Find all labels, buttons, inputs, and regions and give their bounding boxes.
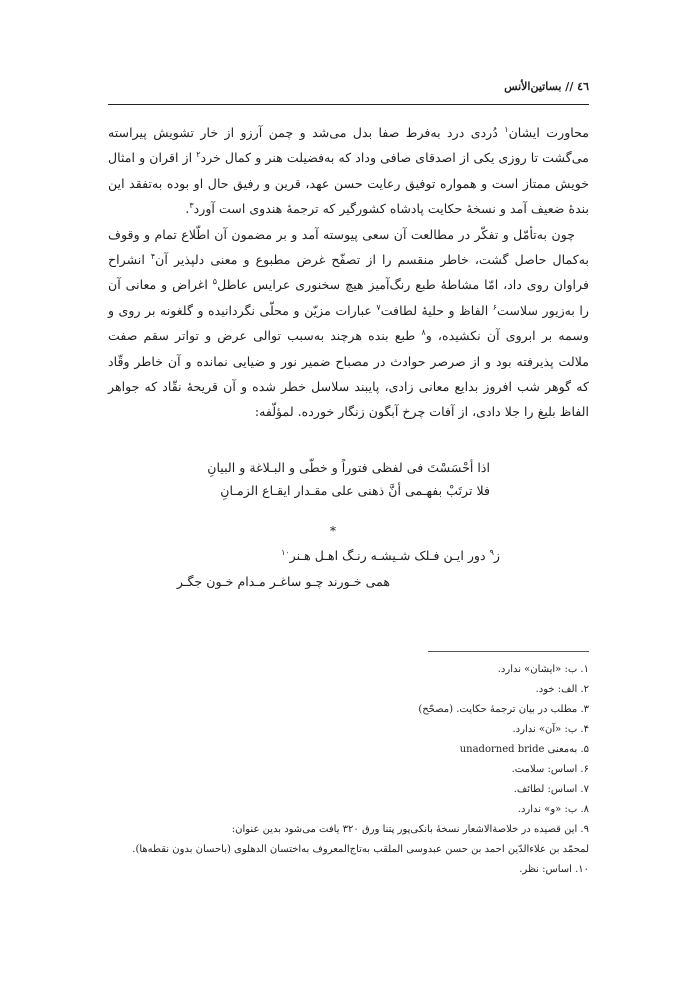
text-run: دُردی درد به‌فرط صفا بدل می‌شد و چمن آرزو از خار تشویش پیراسته می‌گشت تا روزی یکی از اصدقای صافی وداد که به‌فضیلت هنر و کمال خرد (108, 125, 589, 166)
main-text (108, 120, 589, 425)
verse-separator: * (330, 524, 336, 538)
verse-line: اذا أحْسَسْتَ فی لفظی فتوراً و خطّی و البـلاغة و البیانِ (207, 460, 490, 475)
paragraph-1 (108, 120, 589, 222)
footnote-item: ۴. ب: «آن» ندارد. (512, 724, 589, 735)
footnote-ref[interactable]: ۸ (421, 328, 426, 338)
text-run: عبارات مزیّن و محلّی نگردانیده و گلغونه بر روی و وسمه بر ابروی آن نکشیده، و (108, 302, 589, 344)
footnote-ref[interactable]: ۲ (196, 150, 201, 160)
footnote-item: ۹. این قصیده در خلاصة‌الاشعار نسخهٔ بانکی‌پور پتنا ورق ۳۲۰ یافت می‌شود بدین عنوان: (231, 824, 589, 835)
footnote-item: لمحمّد بن علاءالدّین احمد بن حسن عبدوسی الملقب به‌تاج‌المعروف به‌اختسان الدهلوی (باحسان بدون نقطه‌ها). (132, 844, 589, 855)
footnote-ref[interactable]: ۱۰ (281, 547, 290, 557)
footnote-item: ۳. مطلب در بیان ترجمهٔ حکایت. (مصحّح) (418, 704, 589, 715)
verse-line: فلا ترتَبْ بفهـمی أنَّ ذهنی علی مقـدار ایقـاع الزمـانِ (220, 483, 490, 498)
footnote-item: ۱. ب: «ایشان» ندارد. (497, 664, 589, 675)
footnote-ref[interactable]: ۵ (212, 277, 218, 287)
footnote-ref[interactable]: ۹ (489, 547, 494, 557)
footnote-ref[interactable]: ۶ (492, 302, 498, 312)
footnote-item: ۶. اساس: سلامت. (511, 764, 589, 775)
running-header: ٤٦ // بساتين‌الأنس (504, 80, 589, 93)
verse-line: همی خـورند چـو ساغـر مـدام خـون جگـر (176, 574, 390, 589)
text-run: از اقران و امثال خویش ممتاز است و همواره توفیق رعایت حسن عهد، قرین و رفیق حال او بوده به‌تفقد این بندهٔ ضعیف آمد و نسخهٔ حکایت پادشاه کشورگیر که ترجمهٔ هندوی است آورد (108, 150, 589, 217)
footnote-ref[interactable]: ۷ (376, 302, 381, 312)
footnotes-list (100, 660, 589, 880)
footnote-ref[interactable]: ۴ (150, 251, 156, 261)
verse-line (100, 543, 500, 569)
footnote-ref[interactable]: ۱ (504, 124, 509, 134)
arabic-verse (160, 456, 490, 502)
footnote-item: ۲. الف: خود. (535, 684, 589, 695)
text-run: الفاظ و حلیهٔ لطافت (380, 302, 493, 318)
text-run: اغراض و معانی آن را به‌زیور سلاست (108, 277, 589, 318)
footnote-rule (428, 651, 589, 652)
footnote-item: ۱۰. اساس: نظر. (519, 864, 589, 875)
footnote-item: ۸. ب: «و» ندارد. (517, 804, 589, 815)
text-run: دور ایـن فـلک شـیشـه رنـگ اهـل هـنر (289, 548, 490, 563)
text-run: محاورت ایشان (508, 125, 589, 140)
text-run: طبع بنده هرچند به‌سبب توالی عرض و تواتر سقم صفت ملالت پذیرفته بود و از صرصر حوادث در مصباح ضمیر نور و ضیایی نمانده و آن خاطر وقّاد که گوهر شب افروز بدایع معانی زادی، پایبند سلاسل خطر شده و آن قریحهٔ نقّاد که جواهر الفاظ بلیغ را جلا دادی، از آفات چرخ آبگون زنگار خورده. لمؤلّفه: (108, 328, 589, 420)
text-run: . (185, 201, 190, 217)
text-run: چون به‌تأمّل و تفکّر در مطالعت آن سعی پیوسته آمد و بر مضمون آن اطّلاع تمام و وقوف به‌کمال حاصل گشت، خاطر منقسم را از تصفّح غرض مطبوع و معنی دلپذیر آن (108, 226, 589, 268)
persian-verse (100, 543, 500, 595)
footnote-item: ۷. اساس: لطائف. (513, 784, 589, 795)
footnote-ref[interactable]: ۳ (189, 201, 194, 211)
header-rule (108, 104, 589, 105)
text-run: ز (493, 548, 500, 563)
paragraph-2 (108, 222, 589, 425)
text-run: انشراح فراوان روی داد، امّا مشاطهٔ طبع رنگ‌آمیز هیچ سخنوری عرایس عاطل (108, 252, 589, 293)
footnote-item: ۵. به‌معنی unadorned bride (459, 744, 589, 755)
